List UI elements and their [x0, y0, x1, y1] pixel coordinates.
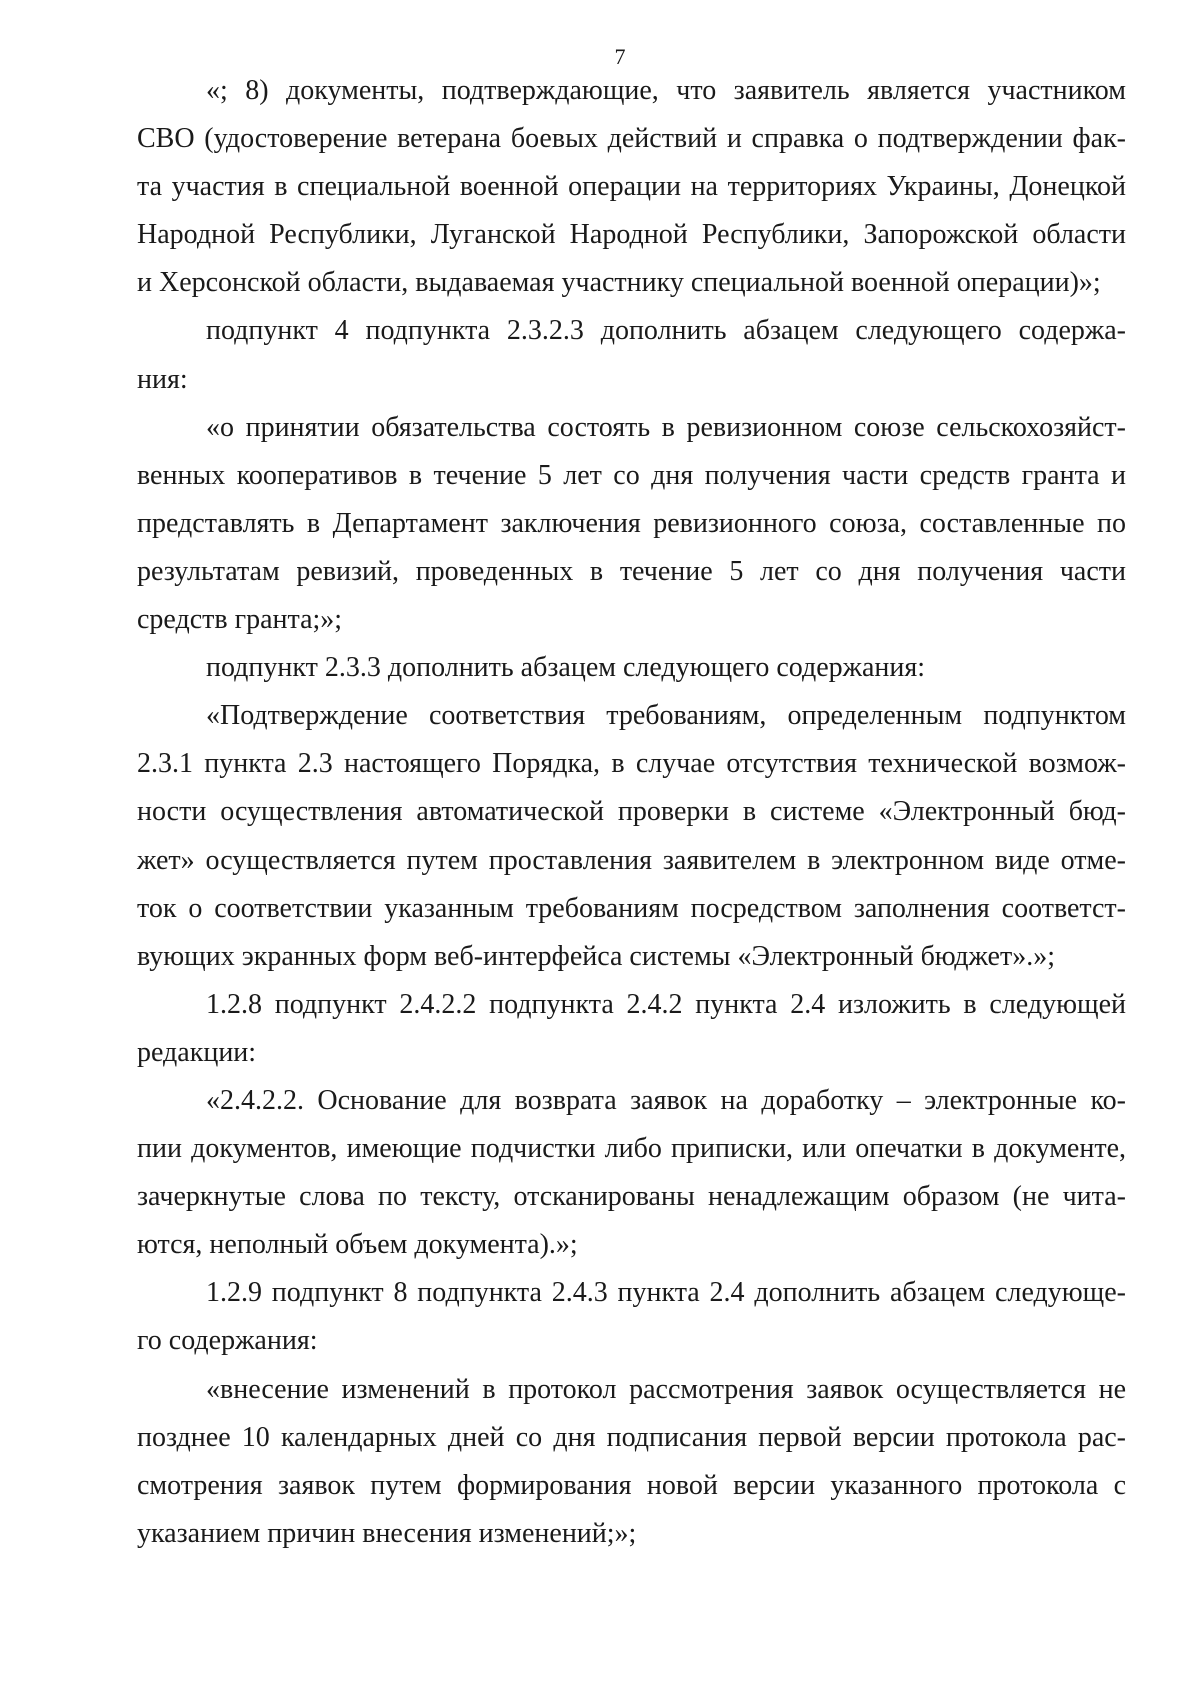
text-line: ния:	[137, 363, 188, 395]
paragraph	[137, 692, 1126, 981]
page-number: 7	[614, 44, 626, 69]
text-line: вующих экранных форм веб-интерфейса системы «Электронный бюджет».»;	[137, 940, 1055, 972]
text-line: результатам ревизий, проведенных в течение 5 лет со дня получения части	[137, 555, 1126, 587]
text-line: «; 8) документы, подтверждающие, что заявитель является участником	[206, 75, 1126, 106]
paragraph	[137, 307, 1126, 403]
text-line: жет» осуществляется путем проставления заявителем в электронном виде отме-	[137, 844, 1126, 876]
text-line: подпункт 2.3.3 дополнить абзацем следующего содержания:	[206, 652, 926, 684]
text-line: ности осуществления автоматической проверки в системе «Электронный бюд-	[137, 796, 1126, 828]
text-line: «2.4.2.2. Основание для возврата заявок на доработку – электронные ко-	[206, 1084, 1126, 1116]
text-line: «о принятии обязательства состоять в ревизионном союзе сельскохозяйст-	[206, 411, 1126, 443]
paragraph	[137, 67, 1126, 307]
text-line: 1.2.9 подпункт 8 подпункта 2.4.3 пункта 2.4 дополнить абзацем следующе-	[206, 1277, 1126, 1309]
document-body	[137, 67, 1126, 1558]
paragraph	[137, 644, 1126, 692]
paragraph	[137, 981, 1126, 1077]
text-line: СВО (удостоверение ветерана боевых действий и справка о подтверждении фак-	[137, 123, 1126, 155]
text-line: 2.3.1 пункта 2.3 настоящего Порядка, в случае отсутствия технической возмож-	[137, 748, 1126, 780]
text-line: подпункт 4 подпункта 2.3.2.3 дополнить абзацем следующего содержа-	[206, 315, 1126, 347]
paragraph	[137, 404, 1126, 644]
text-line: та участия в специальной военной операции на территориях Украины, Донецкой	[137, 171, 1126, 203]
text-line: позднее 10 календарных дней со дня подписания первой версии протокола рас-	[137, 1421, 1126, 1453]
text-line: 1.2.8 подпункт 2.4.2.2 подпункта 2.4.2 пункта 2.4 изложить в следующей	[206, 988, 1126, 1020]
text-line: и Херсонской области, выдаваемая участнику специальной военной операции)»;	[137, 267, 1101, 299]
text-line: средств гранта;»;	[137, 604, 343, 636]
text-line: венных кооперативов в течение 5 лет со дня получения части средств гранта и	[137, 459, 1126, 491]
text-line: указанием причин внесения изменений;»;	[137, 1517, 637, 1549]
paragraph	[137, 1366, 1126, 1558]
text-line: ток о соответствии указанным требованиям посредством заполнения соответст-	[137, 892, 1126, 924]
text-line: Народной Республики, Луганской Народной Республики, Запорожской области	[137, 219, 1126, 251]
text-line: представлять в Департамент заключения ревизионного союза, составленные по	[137, 507, 1126, 539]
text-line: ются, неполный объем документа).»;	[137, 1229, 578, 1261]
text-line: «Подтверждение соответствия требованиям, определенным подпунктом	[206, 700, 1126, 732]
text-line: «внесение изменений в протокол рассмотрения заявок осуществляется не	[206, 1373, 1126, 1405]
text-line: зачеркнутые слова по тексту, отсканированы ненадлежащим образом (не чита-	[137, 1181, 1126, 1213]
text-line: пии документов, имеющие подчистки либо приписки, или опечатки в документе,	[137, 1133, 1126, 1165]
text-line: редакции:	[137, 1036, 257, 1068]
paragraph	[137, 1269, 1126, 1365]
text-line: смотрения заявок путем формирования новой версии указанного протокола с	[137, 1469, 1126, 1501]
paragraph	[137, 1077, 1126, 1269]
text-line: го содержания:	[137, 1325, 318, 1357]
